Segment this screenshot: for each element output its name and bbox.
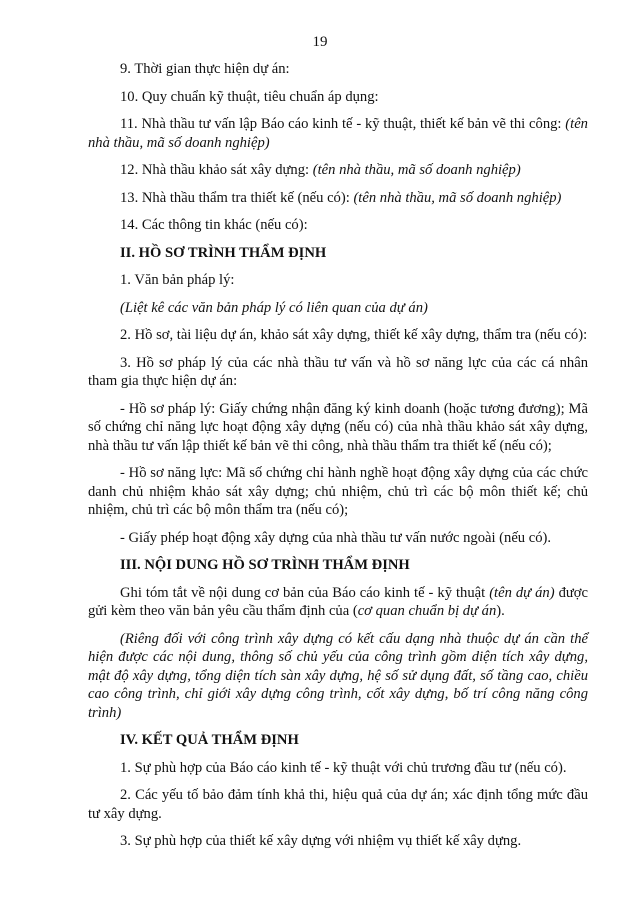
page-number: 19 (312, 34, 328, 50)
item-11-note: (tên nhà thầu, mã số doanh nghiệp) (88, 116, 588, 151)
summary-text-e: ). (496, 603, 505, 619)
summary-project-name-note: (tên dự án) (489, 584, 555, 601)
building-params-note: (Riêng đối với công trình xây dựng có kết cấu dạng nhà thuộc dự án cần thể hiện được các nội dung, thông số chủ yếu của công trình gồm diện tích xây dựng, mật độ xây dựng, tổng diện tích sàn xây dựng, hệ số sử dụng đất, số tầng cao, chiều cao công trình, chỉ giới xây dựng công trình, cốt xây dựng, bố trí công năng công trình) (88, 630, 588, 721)
section-2-item-1: 1. Văn bản pháp lý: (120, 272, 235, 288)
section-2-item-1-note (88, 299, 588, 318)
item-12-text: 12. Nhà thầu khảo sát xây dựng: (120, 162, 310, 178)
section-2-bullet-capacity: - Hồ sơ năng lực: Mã số chứng chỉ hành nghề hoạt động xây dựng của các chức danh chủ nhiệm khảo sát xây dựng; chủ nhiệm, chủ trì các bộ môn thiết kế; chủ nhiệm, chủ trì các bộ môn thẩm tra (nếu có); (88, 465, 588, 518)
item-11 (88, 115, 588, 152)
document-body (88, 60, 588, 860)
section-2-bullet-license: - Giấy phép hoạt động xây dựng của nhà thầu tư vấn nước ngoài (nếu có). (120, 529, 552, 546)
section-4-item-1: 1. Sự phù hợp của Báo cáo kinh tế - kỹ thuật với chủ trương đầu tư (nếu có). (120, 759, 567, 776)
section-4-item-3: 3. Sự phù hợp của thiết kế xây dựng với nhiệm vụ thiết kế xây dựng. (120, 833, 522, 849)
item-13-note: (tên nhà thầu, mã số doanh nghiệp) (353, 189, 562, 206)
item-9: 9. Thời gian thực hiện dự án: (120, 61, 290, 77)
section-3-summary (88, 584, 588, 621)
summary-text-a: Ghi tóm tắt về nội dung cơ bản của Báo cáo kinh tế - kỹ thuật (120, 584, 486, 601)
item-13-text: 13. Nhà thầu thẩm tra thiết kế (nếu có): (120, 189, 350, 206)
item-14: 14. Các thông tin khác (nếu có): (120, 217, 308, 233)
legal-docs-note: (Liệt kê các văn bản pháp lý có liên quan của dự án) (120, 299, 428, 316)
section-4-item-2: 2. Các yếu tố bảo đảm tính khả thi, hiệu quả của dự án; xác định tổng mức đầu tư xây dựng. (88, 787, 588, 822)
section-2-item-3: 3. Hồ sơ pháp lý của các nhà thầu tư vấn và hồ sơ năng lực của các cá nhân tham gia thực hiện dự án: (88, 354, 588, 389)
section-2-bullet-legal: - Hồ sơ pháp lý: Giấy chứng nhận đăng ký kinh doanh (hoặc tương đương); Mã số chứng chỉ năng lực hoạt động xây dựng (nếu có) của nhà thầu khảo sát xây dựng, nhà thầu tư vấn lập thiết kế bản vẽ thi công, nhà thầu thẩm tra thiết kế (nếu có); (88, 400, 588, 454)
item-10: 10. Quy chuẩn kỹ thuật, tiêu chuẩn áp dụng: (120, 88, 379, 105)
item-12-note: (tên nhà thầu, mã số doanh nghiệp) (312, 162, 521, 178)
summary-text-c: được gửi kèm theo văn bản yêu cầu thẩm định của ( (88, 584, 588, 619)
item-11-text: 11. Nhà thầu tư vấn lập Báo cáo kinh tế - kỹ thuật, thiết kế bản vẽ thi công: (120, 116, 562, 132)
item-12 (88, 161, 588, 180)
section-2-heading: II. HỒ SƠ TRÌNH THẨM ĐỊNH (120, 244, 327, 261)
section-3-building-note (88, 630, 588, 723)
item-13 (88, 189, 588, 208)
section-3-heading: III. NỘI DUNG HỒ SƠ TRÌNH THẨM ĐỊNH (120, 557, 410, 573)
section-4-heading: IV. KẾT QUẢ THẨM ĐỊNH (120, 732, 299, 748)
section-2-item-2: 2. Hồ sơ, tài liệu dự án, khảo sát xây dựng, thiết kế xây dựng, thẩm tra (nếu có): (120, 327, 588, 343)
summary-agency-note: cơ quan chuẩn bị dự án (357, 603, 497, 619)
